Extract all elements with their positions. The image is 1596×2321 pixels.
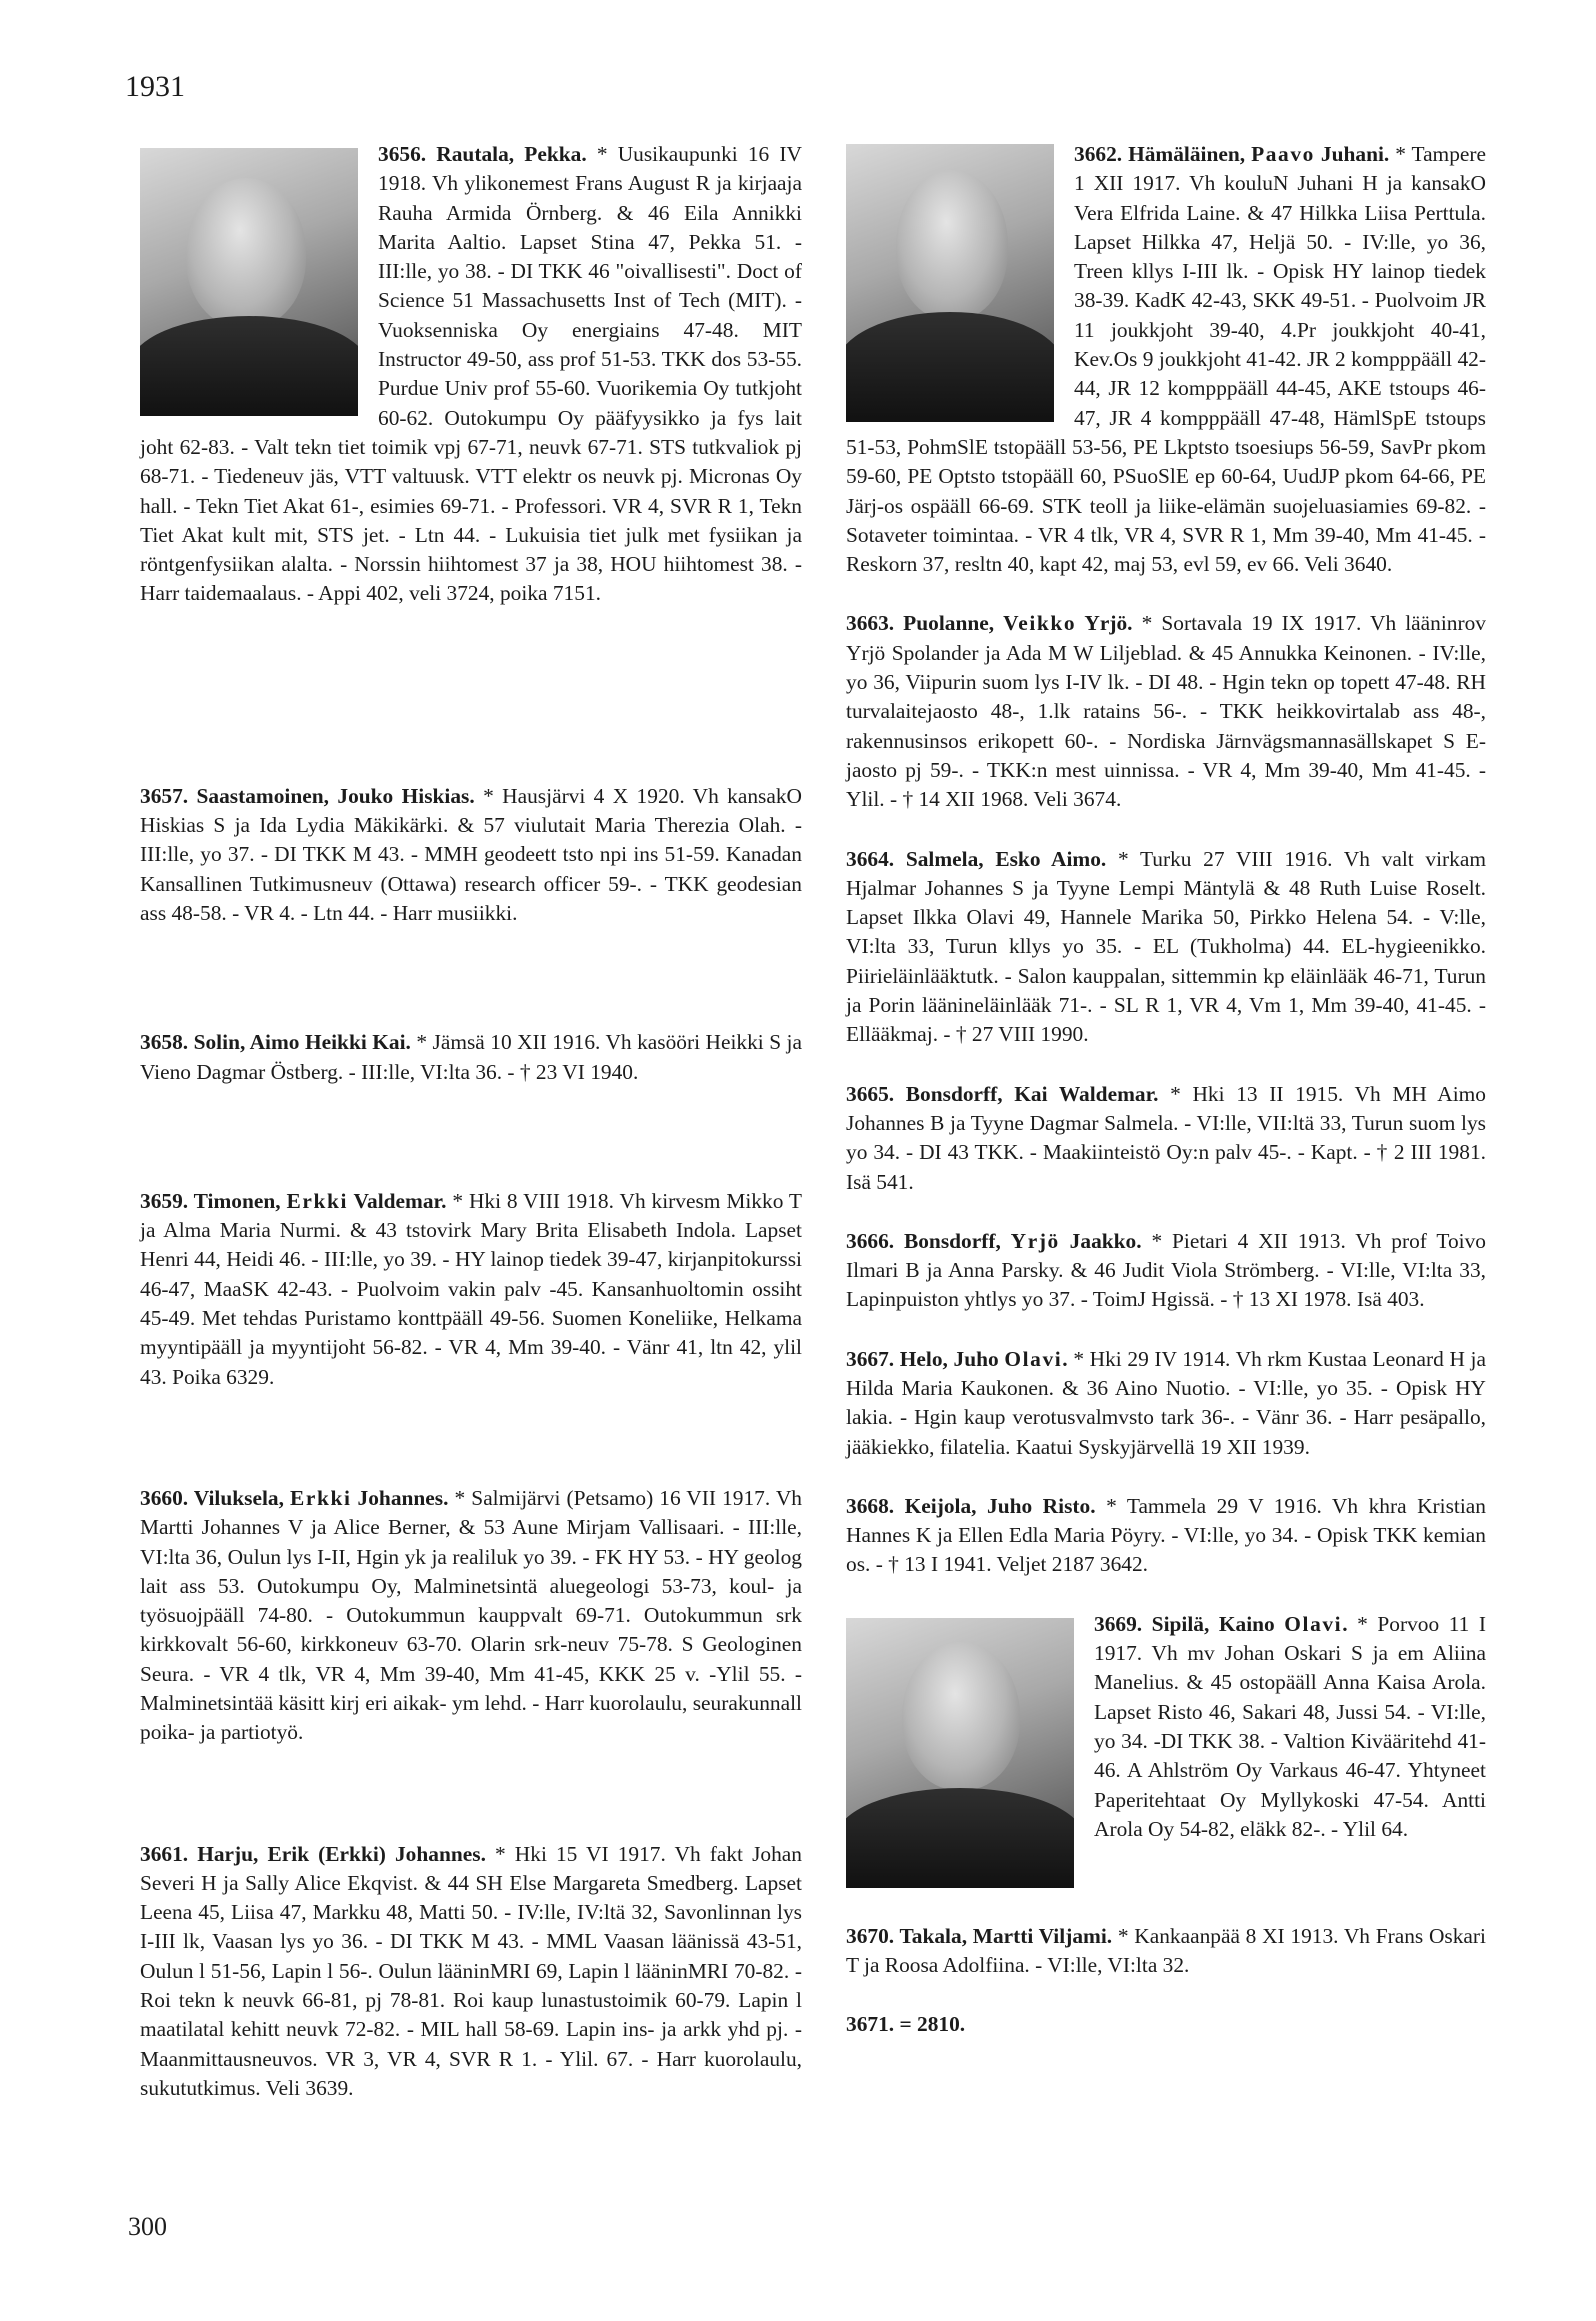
entry-3660: [140, 1484, 802, 1748]
entry-heading: 3669. Sipilä, Kaino Olavi.: [1094, 1611, 1348, 1636]
entry-heading: 3667. Helo, Juho Olavi.: [846, 1346, 1068, 1371]
entry-heading: 3662. Hämäläinen, Paavo Juhani.: [1074, 142, 1390, 166]
entry-3658: [140, 1028, 802, 1087]
entry-text: * Hki 8 VIII 1918. Vh kirvesm Mikko T ja Alma Maria Nurmi. & 43 tstovirk Mary Brita Elisabeth Indola. Lapset Henri 44, Heidi 46. - III:lle, yo 39. - HY lainop tiedek 39-47, kirjanpitokurssi 46-47, MaaSK 42-43. - Puolvoim vakin palv -45. Kansanhuoltomin ossiht 45-49. Met tehdas Puristamo konttpääll 49-56. Suomen Koneliike, Helkama myyntipääll ja myyntijoht 56-82. - VR 4, Mm 39-40. - Vänr 41, ltn 42, ylil 43. Poika 6329.: [140, 1188, 802, 1389]
entry-text: * Hausjärvi 4 X 1920. Vh kansakO Hiskias S ja Ida Lydia Mäkikärki. & 57 viulutait Maria Therezia Olah. - III:lle, yo 37. - DI TKK M 43. - MMH geodeett tsto npi ins 51-59. Kanadan Kansallinen Tutkimusneuv (Ottawa) research officer 59-. - TKK geodesian ass 48-58. - VR 4. - Ltn 44. - Harr musiikki.: [140, 783, 803, 925]
portrait-photo-hamalainen: [846, 144, 1054, 422]
entry-3663: [846, 609, 1486, 814]
entry-heading: 3660. Viluksela, Erkki Johannes.: [140, 1485, 449, 1510]
entry-text: * Pietari 4 XII 1913. Vh prof Toivo Ilmari B ja Anna Parsky. & 46 Judit Viola Strömberg. - VI:lle, VI:lta 33, Lapinpuiston yhtlys yo 37. - ToimJ Hgissä. - † 13 XI 1978. Isä 403.: [846, 1228, 1486, 1312]
entry-text: * Tampere 1 XII 1917. Vh kouluN Juhani H ja kansakO Vera Elfrida Laine. & 47 Hilkka Liisa Perttula. Lapset Hilkka 47, Heljä 50. - IV:lle, yo 36, Treen kllys I-III lk. - Opisk HY lainop tiedek 38-39. KadK 42-43, SKK 49-51. - Puolvoim JR 11 joukkjoht 39-40, 4.Pr joukkjoht 40-41, Kev.Os 9 joukkjoht 41-42. JR 2 kompppääll 42-44, JR 12 kompppääll 44-45, AKE tstoups 46-47, JR 4 kompppääll 47-48, HämlSpE tstoups 51-53, PohmSlE tstopääll 53-56, PE Lkptsto tsoesiups 56-59, SavPr pkom 59-60, PE Optsto tstopääll 60, PSuoSlE ep 60-64, UudJP pkom 64-66, PE Järj-os ospääll 66-69. STK teoll ja liike-elämän suojeluasiamies 69-82. - Sotaveter toimintaa. - VR 4 tlk, VR 4, SVR R 1, Mm 39-40, Mm 41-45. - Reskorn 37, resltn 40, kapt 42, maj 53, evl 59, ev 66. Veli 3640.: [846, 142, 1487, 577]
left-column: [140, 140, 802, 2103]
entry-3667: [846, 1345, 1486, 1462]
entry-heading: 3664. Salmela, Esko Aimo.: [846, 846, 1107, 871]
portrait-photo-sipila: [846, 1618, 1074, 1888]
entry-3659: [140, 1187, 802, 1392]
entry-3670: [846, 1896, 1486, 1981]
page-number: 300: [128, 2212, 167, 2241]
entry-heading: 3661. Harju, Erik (Erkki) Johannes.: [140, 1841, 486, 1866]
entry-heading: 3666. Bonsdorff, Yrjö Jaakko.: [846, 1228, 1142, 1253]
entry-3666: [846, 1227, 1486, 1315]
entry-text: * Kankaanpää 8 XI 1913. Vh Frans Oskari T ja Roosa Adolfiina. - VI:lle, VI:lta 32.: [846, 1923, 1486, 1978]
entry-3671: [846, 2010, 1486, 2039]
entry-heading: 3663. Puolanne, Veikko Yrjö.: [846, 611, 1133, 636]
entry-heading: 3656. Rautala, Pekka.: [378, 142, 587, 166]
entry-heading: 3659. Timonen, Erkki Valdemar.: [140, 1188, 447, 1213]
entry-text: * Sortavala 19 IX 1917. Vh lääninrov Yrjö Spolander ja Ada M W Liljeblad. & 45 Annukka Keinonen. - IV:lle, yo 36, Viipurin suom lys I-IV lk. - DI 48. - Hgin tekn op topett 47-48. RH turvalaitejaosto 48-, 1.lk ratains 56-. - TKK heikkovirtalab ass 48-, rakennusinsos erikopett 60-. - Nordiska Järnvägsmannasällskapet S E-jaosto pj 59-. - TKK:n mest uinnissa. - VR 4, Mm 39-40, Mm 41-45. - Ylil. - † 14 XII 1968. Veli 3674.: [846, 611, 1486, 812]
entry-3657: [140, 782, 802, 928]
entry-heading: 3658. Solin, Aimo Heikki Kai.: [140, 1030, 411, 1055]
entry-heading: 3671. = 2810.: [846, 2012, 966, 2037]
entry-heading: 3670. Takala, Martti Viljami.: [846, 1923, 1113, 1948]
entry-heading: 3657. Saastamoinen, Jouko Hiskias.: [140, 783, 475, 808]
entry-text: * Hki 13 II 1915. Vh MH Aimo Johannes B ja Tyyne Dagmar Salmela. - VI:lle, VII:ltä 33, Turun suom lys yo 34. - DI 43 TKK. - Maakiinteistö Oy:n palv 45-. - Kapt. - † 2 III 1981. Isä 541.: [846, 1081, 1486, 1194]
entry-heading: 3665. Bonsdorff, Kai Waldemar.: [846, 1081, 1159, 1106]
portrait-photo-rautala: [140, 148, 358, 416]
entry-text: * Hki 29 IV 1914. Vh rkm Kustaa Leonard H ja Hilda Maria Kaukonen. & 36 Aino Nuotio. - VI:lle, yo 35. - Opisk HY lakia. - Hgin kaup verotusvalmvsto tark 36-. - Vänr 36. - Harr pesäpallo, jääkiekko, filatelia. Kaatui Syskyjärvellä 19 XII 1939.: [846, 1346, 1486, 1459]
entry-text: * Uusikaupunki 16 IV 1918. Vh ylikonemest Frans August R ja kirjaaja Rauha Armida Örnberg. & 46 Eila Annikki Marita Aaltio. Lapset Stina 47, Pekka 51. - III:lle, yo 38. - DI TKK 46 "oivallisesti". Doct of Science 51 Massachusetts Inst of Tech (MIT). - Vuoksenniska Oy energiains 47-48. MIT Instructor 49-50, ass prof 51-53. TKK dos 53-55. Purdue Univ prof 55-60. Vuorikemia Oy tutkjoht 60-62. Outokumpu Oy pääfyysikko ja fys lait joht 62-83. - Valt tekn tiet toimik vpj 67-71, neuvk 67-71. STS tutkvaliok pj 68-71. - Tiedeneuv jäs, VTT valtuusk. VTT elektr os neuvk pj. Micronas Oy hall. - Tekn Tiet Akat 61-, esimies 69-71. - Professori. VR 4, SVR R 1, Tekn Tiet Akat kult mit, STS jet. - Ltn 44. - Lukuisia tiet julk met fysiikan ja röntgenfysiikan alalta. - Norssin hiihtomest 37 ja 38, HOU hiihtomest 38. - Harr taidemaalaus. - Appi 402, veli 3724, poika 7151.: [140, 142, 802, 606]
entry-3662: [846, 140, 1486, 579]
entry-text: * Hki 15 VI 1917. Vh fakt Johan Severi H ja Sally Alice Ekqvist. & 44 SH Else Margareta Smedberg. Lapset Leena 45, Liisa 47, Markku 48, Matti 50. - IV:lle, IV:ltä 32, Savonlinnan lys I-III lk, Vaasan lys yo 36. - DI TKK M 43. - MML Vaasan läänissä 43-51, Oulun l 51-56, Lapin l 56-. Oulun lääninMRI 69, Lapin l lääninMRI 70-82. - Roi tekn k neuvk 66-81, pj 78-81. Roi kaup lunastustoimik 60-79. Lapin l maatilatal kehitt neuvk 72-82. - MIL hall 58-69. Lapin ins- ja arkk yhd pj. - Maanmittausneuvos. VR 3, VR 4, SVR R 1. - Ylil. 67. - Harr kuorolaulu, sukututkimus. Veli 3639.: [140, 1841, 802, 2100]
entry-3668: [846, 1492, 1486, 1580]
entry-text: * Turku 27 VIII 1916. Vh valt virkam Hjalmar Johannes S ja Tyyne Lempi Mäntylä & 48 Ruth Luise Roselt. Lapset Ilkka Olavi 49, Hannele Marika 50, Pirkko Helena 54. - V:lle, VI:lta 33, Turun kllys yo 35. - EL (Tukholma) 44. EL-hygieenikko. Piirieläinlääktutk. - Salon kauppalan, sittemmin kp eläinlääk 46-71, Turun ja Porin läänineläinlääk 71-. - SL R 1, VR 4, Vm 1, Mm 39-40, 41-45. - Ellääkmaj. - † 27 VIII 1990.: [846, 846, 1486, 1047]
entry-3656: [140, 140, 802, 609]
entry-heading: 3668. Keijola, Juho Risto.: [846, 1493, 1096, 1518]
entry-3669: [846, 1610, 1486, 1844]
entry-text: * Jämsä 10 XII 1916. Vh kasööri Heikki S ja Vieno Dagmar Östberg. - III:lle, VI:lta 36. - † 23 VI 1940.: [140, 1030, 802, 1084]
entry-3661: [140, 1840, 802, 2104]
entry-text: * Tammela 29 V 1916. Vh khra Kristian Hannes K ja Ellen Edla Maria Pöyry. - VI:lle, yo 34. - Opisk TKK kemian os. - † 13 I 1941. Veljet 2187 3642.: [846, 1493, 1486, 1577]
entry-text: * Porvoo 11 I 1917. Vh mv Johan Oskari S ja em Aliina Manelius. & 45 ostopääll Anna Kaisa Arola. Lapset Risto 46, Sakari 48, Jussi 54. - VI:lle, yo 34. -DI TKK 38. - Valtion Kivääritehd 41-46. A Ahlström Oy Varkaus 46-47. Yhtyneet Paperitehtaat Oy Myllykoski 47-54. Antti Arola Oy 54-82, eläkk 82-. - Ylil 64.: [1094, 1611, 1486, 1841]
running-header-year: 1931: [125, 70, 185, 103]
entry-3664: [846, 845, 1486, 1050]
entry-text: * Salmijärvi (Petsamo) 16 VII 1917. Vh Martti Johannes V ja Alice Berner, & 53 Aune Mirjam Vallisaari. - III:lle, VI:lta 36, Oulun lys I-II, Hgin yk ja realiluk yo 39. - FK HY 53. - HY geolog lait ass 53. Outokumpu Oy, Malminetsintä aluegeologi 53-73, koul- ja työsuojpääll 74-80. - Outokummun kauppvalt 69-71. Outokummun srk kirkkovalt 56-60, kirkkoneuv 63-70. Olarin srk-neuv 75-78. S Geologinen Seura. - VR 4 tlk, VR 4, Mm 39-40, Mm 41-45, KKK 25 v. -Ylil 55. - Malminetsintää käsitt kirj eri aikak- ym lehd. - Harr kuorolaulu, seurakunnall poika- ja partiotyö.: [140, 1485, 802, 1745]
right-column: [846, 140, 1486, 2040]
entry-3665: [846, 1080, 1486, 1197]
